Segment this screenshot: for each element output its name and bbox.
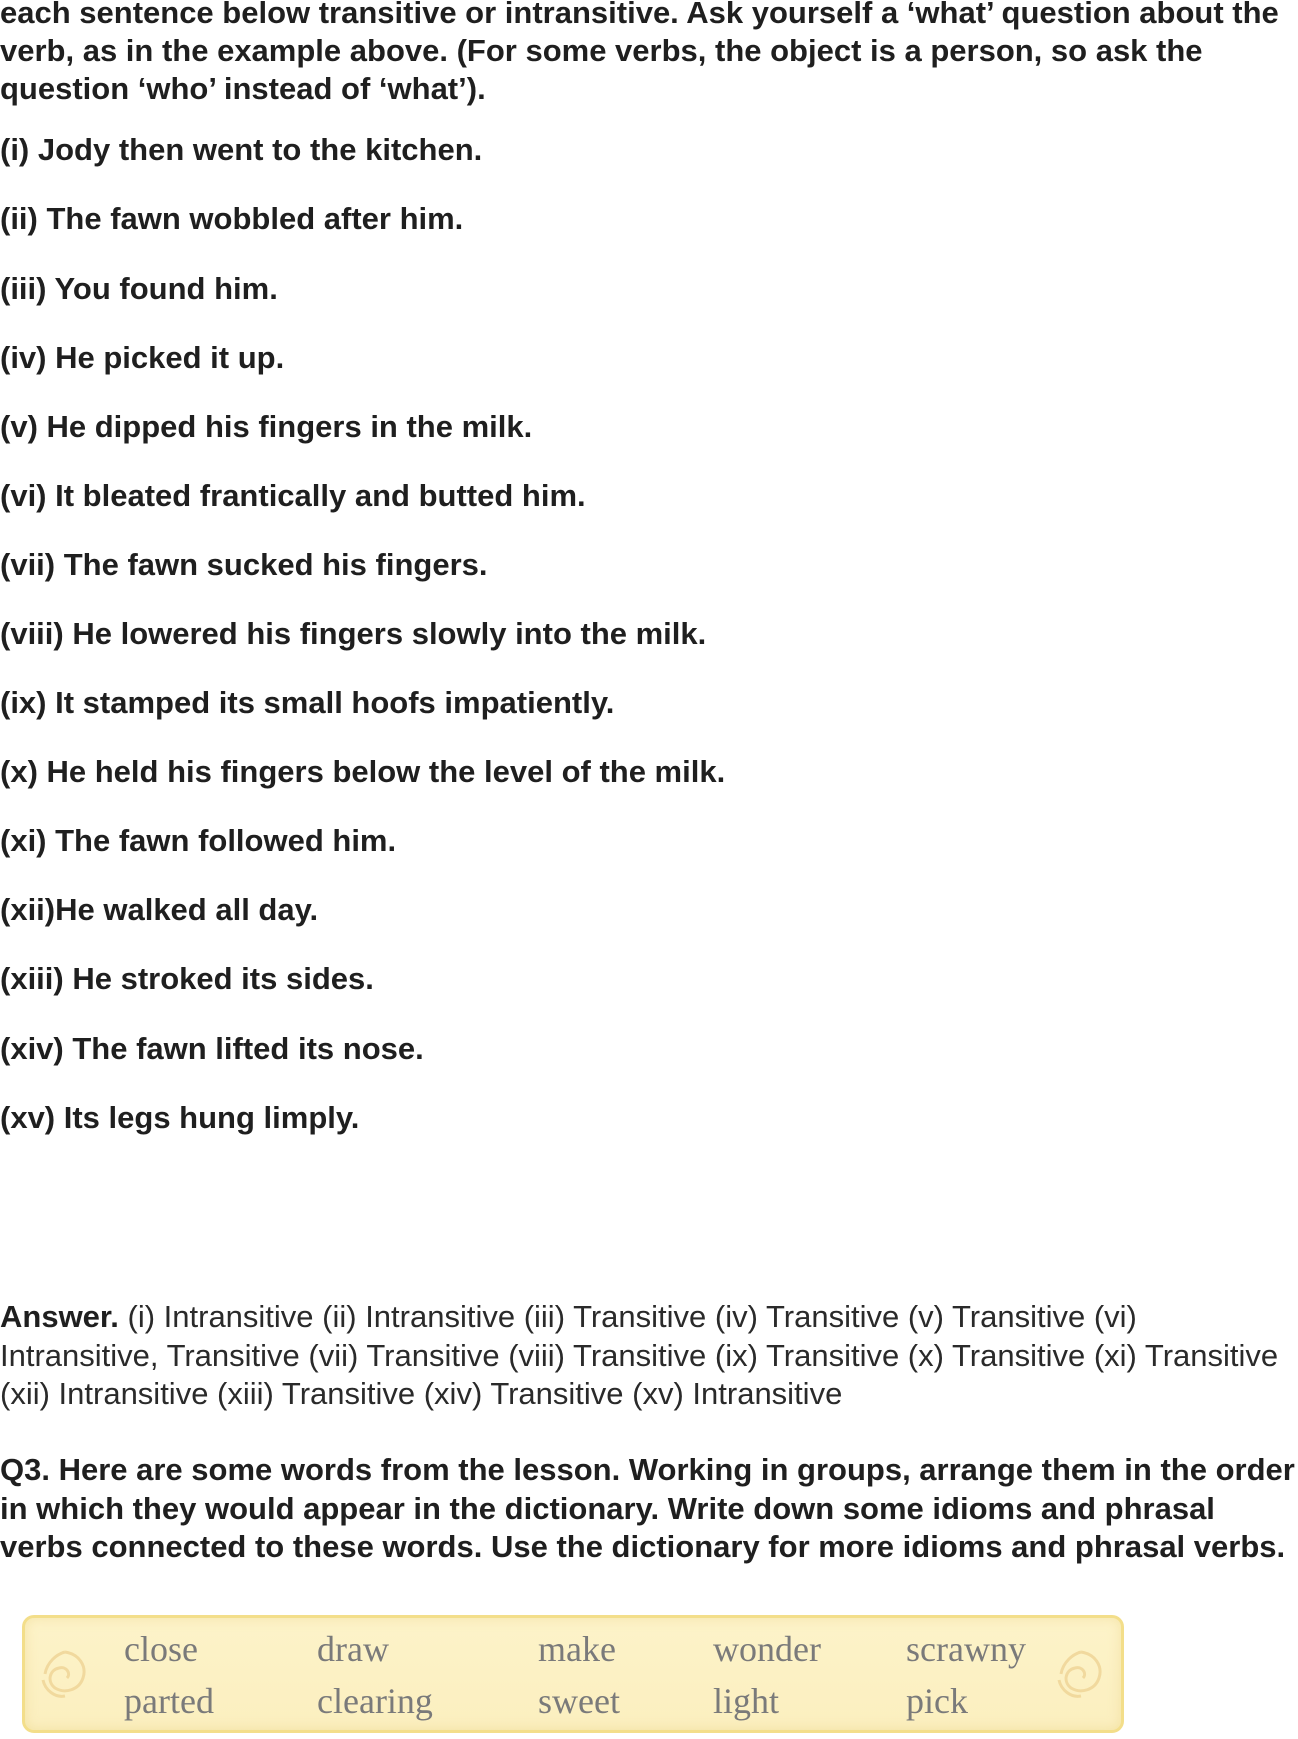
sentence-item: (i) Jody then went to the kitchen.	[0, 132, 483, 167]
sentence-item: (ix) It stamped its small hoofs impatiently.	[0, 685, 615, 720]
word-box	[22, 1615, 1124, 1733]
sentence-item: (ii) The fawn wobbled after him.	[0, 201, 464, 236]
sentence-item: (vi) It bleated frantically and butted him.	[0, 478, 586, 513]
swirl-ornament-icon	[35, 1644, 95, 1704]
sentence-item: (xii)He walked all day.	[0, 892, 319, 927]
word-item: scrawny	[906, 1629, 1026, 1669]
sentence-item: (xiv) The fawn lifted its nose.	[0, 1031, 424, 1066]
sentence-item: (iii) You found him.	[0, 271, 278, 306]
swirl-ornament-icon	[1051, 1644, 1111, 1704]
word-item: sweet	[538, 1681, 620, 1721]
word-item: close	[124, 1629, 198, 1669]
sentence-item: (xi) The fawn followed him.	[0, 823, 397, 858]
word-item: draw	[317, 1629, 389, 1669]
sentence-item: (xiii) He stroked its sides.	[0, 961, 374, 996]
answer-label: Answer.	[0, 1299, 119, 1334]
word-item: wonder	[713, 1629, 821, 1669]
word-item: clearing	[317, 1681, 433, 1721]
sentence-item: (vii) The fawn sucked his fingers.	[0, 547, 488, 582]
question-3: Q3. Here are some words from the lesson. Working in groups, arrange them in the order in which they would appear in the dictionary. Write down some idioms and phrasal verbs connected to these words. Use the dictionary for more idioms and phrasal verbs.	[0, 1452, 1295, 1564]
question-intro: each sentence below transitive or intransitive. Ask yourself a ‘what’ question about the verb, as in the example above. (For some verbs, the object is a person, so ask the question ‘who’ instead of ‘what’).	[0, 0, 1279, 106]
word-item: make	[538, 1629, 616, 1669]
sentence-item: (x) He held his fingers below the level of the milk.	[0, 754, 726, 789]
sentence-item: (v) He dipped his fingers in the milk.	[0, 409, 533, 444]
word-item: light	[713, 1681, 780, 1721]
answer-text: (i) Intransitive (ii) Intransitive (iii) Transitive (iv) Transitive (v) Transitive (vi) Intransitive, Transitive (vii) Transitive (viii) Transitive (ix) Transitive (x) Transitive (xi) Transitive (xii) Intransitive (xiii) Transitive (xiv) Transitive (xv) Intransitive	[0, 1299, 1279, 1411]
sentence-item: (xv) Its legs hung limply.	[0, 1100, 360, 1135]
answer-paragraph	[0, 1298, 1296, 1414]
word-item: parted	[124, 1681, 214, 1721]
word-item: pick	[906, 1681, 968, 1721]
sentence-item: (iv) He picked it up.	[0, 340, 285, 375]
sentence-item: (viii) He lowered his fingers slowly into the milk.	[0, 616, 707, 651]
